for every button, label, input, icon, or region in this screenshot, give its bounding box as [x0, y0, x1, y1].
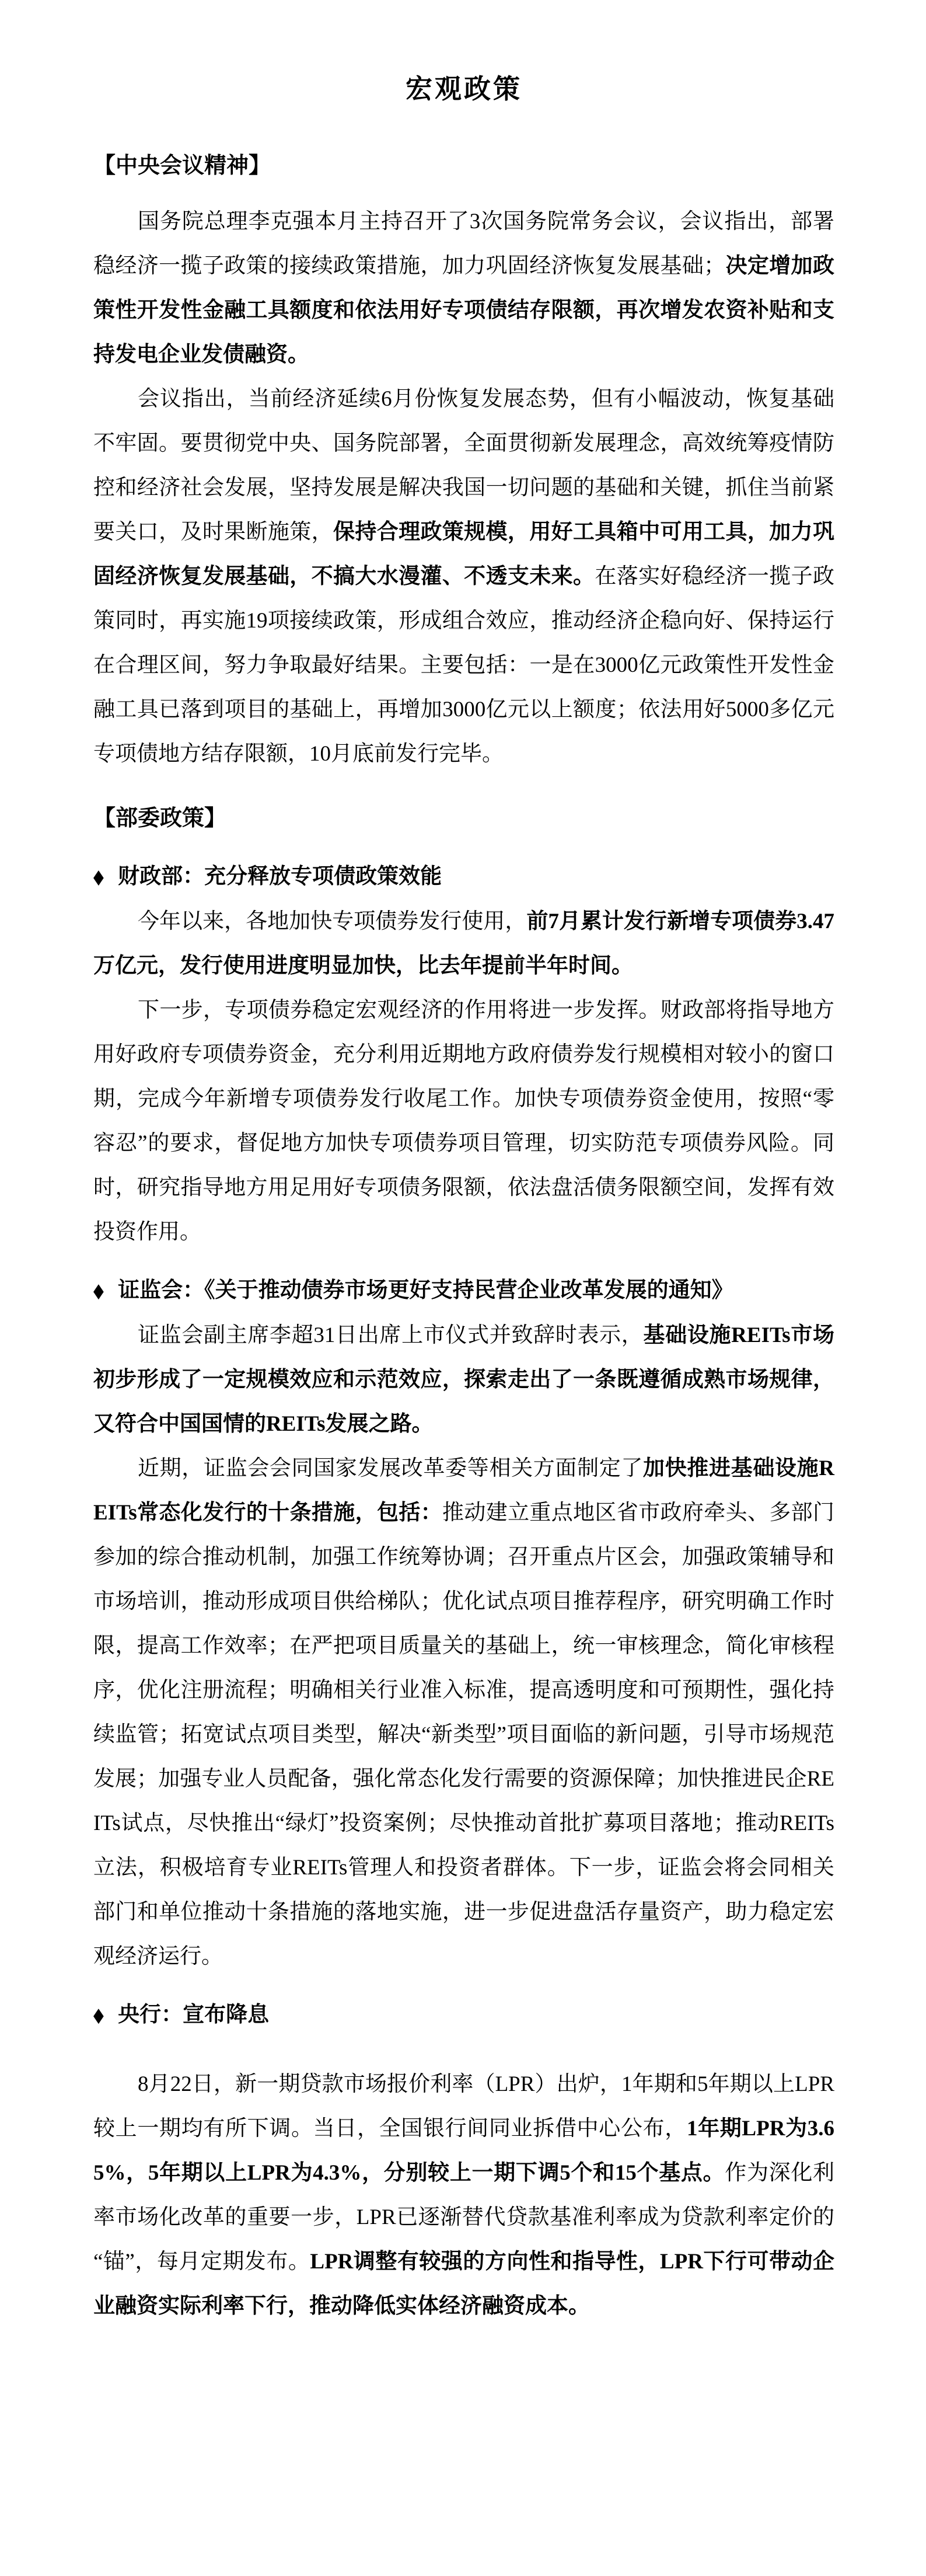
paragraph	[93, 377, 834, 776]
body-text: 推动建立重点地区省市政府牵头、多部门参加的综合推动机制，加强工作统筹协调；召开重点片区会，加强政策辅导和市场培训，推动形成项目供给梯队；优化试点项目推荐程序，研究明确工作时限，提高工作效率；在严把项目质量关的基础上，统一审核理念，简化审核程序，优化注册流程；明确相关行业准入标准，提高透明度和可预期性，强化持续监管；拓宽试点项目类型，解决“新类型”项目面临的新问题，引导市场规范发展；加强专业人员配备，强化常态化发行需要的资源保障；加快推进民企REITs试点，尽快推出“绿灯”投资案例；尽快推动首批扩募项目落地；推动REITs立法，积极培育专业REITs管理人和投资者群体。下一步，证监会将会同相关部门和单位推动十条措施的落地实施，进一步促进盘活存量资产，助力稳定宏观经济运行。	[93, 1501, 835, 1968]
emphasis-text: LPR调整有较强的方向性和指导性，LPR下行可带动企业融资实际利率下行，推动降低实体经济融资成本。	[93, 2250, 834, 2318]
paragraph	[93, 1446, 834, 1979]
emphasis-text: 决定增加政策性开发性金融工具额度和依法用好专项债结存限额，再次增发农资补贴和支持发电企业发债融资。	[93, 254, 835, 367]
document-body	[93, 144, 834, 2328]
body-text: 今年以来，各地加快专项债券发行使用，	[138, 909, 527, 933]
body-text: 在落实好稳经济一揽子政策同时，再实施19项接续政策，形成组合效应，推动经济企稳向好、保持运行在合理区间，努力争取最好结果。主要包括：一是在3000亿元政策性开发性金融工具已落到项目的基础上，再增加3000亿元以上额度；依法用好5000多亿元专项债地方结存限额，10月底前发行完毕。	[93, 564, 835, 766]
diamond-bullet-icon: ◆	[93, 866, 104, 888]
document-title: 宏观政策	[406, 74, 522, 104]
bullet-heading	[93, 1993, 834, 2038]
emphasis-text: 加快推进基础设施REITs常态化发行的十条措施，包括：	[93, 1456, 834, 1525]
body-text: 下一步，专项债券稳定宏观经济的作用将进一步发挥。财政部将指导地方用好政府专项债券资金，充分利用近期地方政府债券发行规模相对较小的窗口期，完成今年新增专项债券发行收尾工作。加快专项债券资金使用，按照“零容忍”的要求，督促地方加快专项债券项目管理，切实防范专项债券风险。同时，研究指导地方用足用好专项债务限额，依法盘活债务限额空间，发挥有效投资作用。	[93, 998, 834, 1244]
paragraph	[93, 988, 834, 1254]
body-text: 8月22日，新一期贷款市场报价利率（LPR）出炉，1年期和5年期以上LPR较上一期均有所下调。当日，全国银行间同业拆借中心公布，	[93, 2072, 834, 2141]
section-header-1: 【部委政策】	[93, 806, 227, 831]
body-text: 作为深化利率市场化改革的重要一步，LPR已逐渐替代贷款基准利率成为贷款利率定价的“锚”，每月定期发布。	[93, 2161, 835, 2274]
emphasis-text: 前7月累计发行新增专项债券3.47万亿元，发行使用进度明显加快，比去年提前半年时间。	[93, 909, 835, 978]
bullet-heading	[93, 1268, 834, 1313]
paragraph	[93, 1313, 834, 1446]
bullet-heading-text: 证监会：《关于推动债券市场更好支持民营企业改革发展的通知》	[118, 1278, 733, 1302]
bullet-heading	[93, 855, 834, 900]
paragraph	[93, 900, 834, 988]
emphasis-text: 保持合理政策规模，用好工具箱中可用工具，加力巩固经济恢复发展基础，不搞大水漫灌、不透支未来。	[93, 520, 834, 588]
diamond-bullet-icon: ◆	[93, 2005, 104, 2026]
bullet-heading-text: 央行：宣布降息	[118, 2003, 270, 2027]
emphasis-text: 1年期LPR为3.65%，5年期以上LPR为4.3%，分别较上一期下调5个和15个基点。	[93, 2117, 835, 2185]
paragraph	[93, 2062, 834, 2328]
bullet-heading-text: 财政部：充分释放专项债政策效能	[118, 865, 442, 888]
section-header-0: 【中央会议精神】	[93, 154, 271, 178]
emphasis-text: 基础设施REITs市场初步形成了一定规模效应和示范效应，探索走出了一条既遵循成熟市场规律，又符合中国国情的REITs发展之路。	[93, 1323, 835, 1436]
body-text: 近期，证监会会同国家发展改革委等相关方面制定了	[138, 1456, 644, 1480]
body-text: 证监会副主席李超31日出席上市仪式并致辞时表示，	[138, 1323, 644, 1347]
paragraph	[93, 200, 834, 377]
body-text: 国务院总理李克强本月主持召开了3次国务院常务会议，会议指出，部署稳经济一揽子政策的接续政策措施，加力巩固经济恢复发展基础；	[93, 210, 834, 278]
body-text: 会议指出，当前经济延续6月份恢复发展态势，但有小幅波动，恢复基础不牢固。要贯彻党中央、国务院部署，全面贯彻新发展理念，高效统筹疫情防控和经济社会发展，坚持发展是解决我国一切问题的基础和关键，抓住当前紧要关口，及时果断施策，	[93, 387, 834, 544]
diamond-bullet-icon: ◆	[93, 1280, 104, 1302]
